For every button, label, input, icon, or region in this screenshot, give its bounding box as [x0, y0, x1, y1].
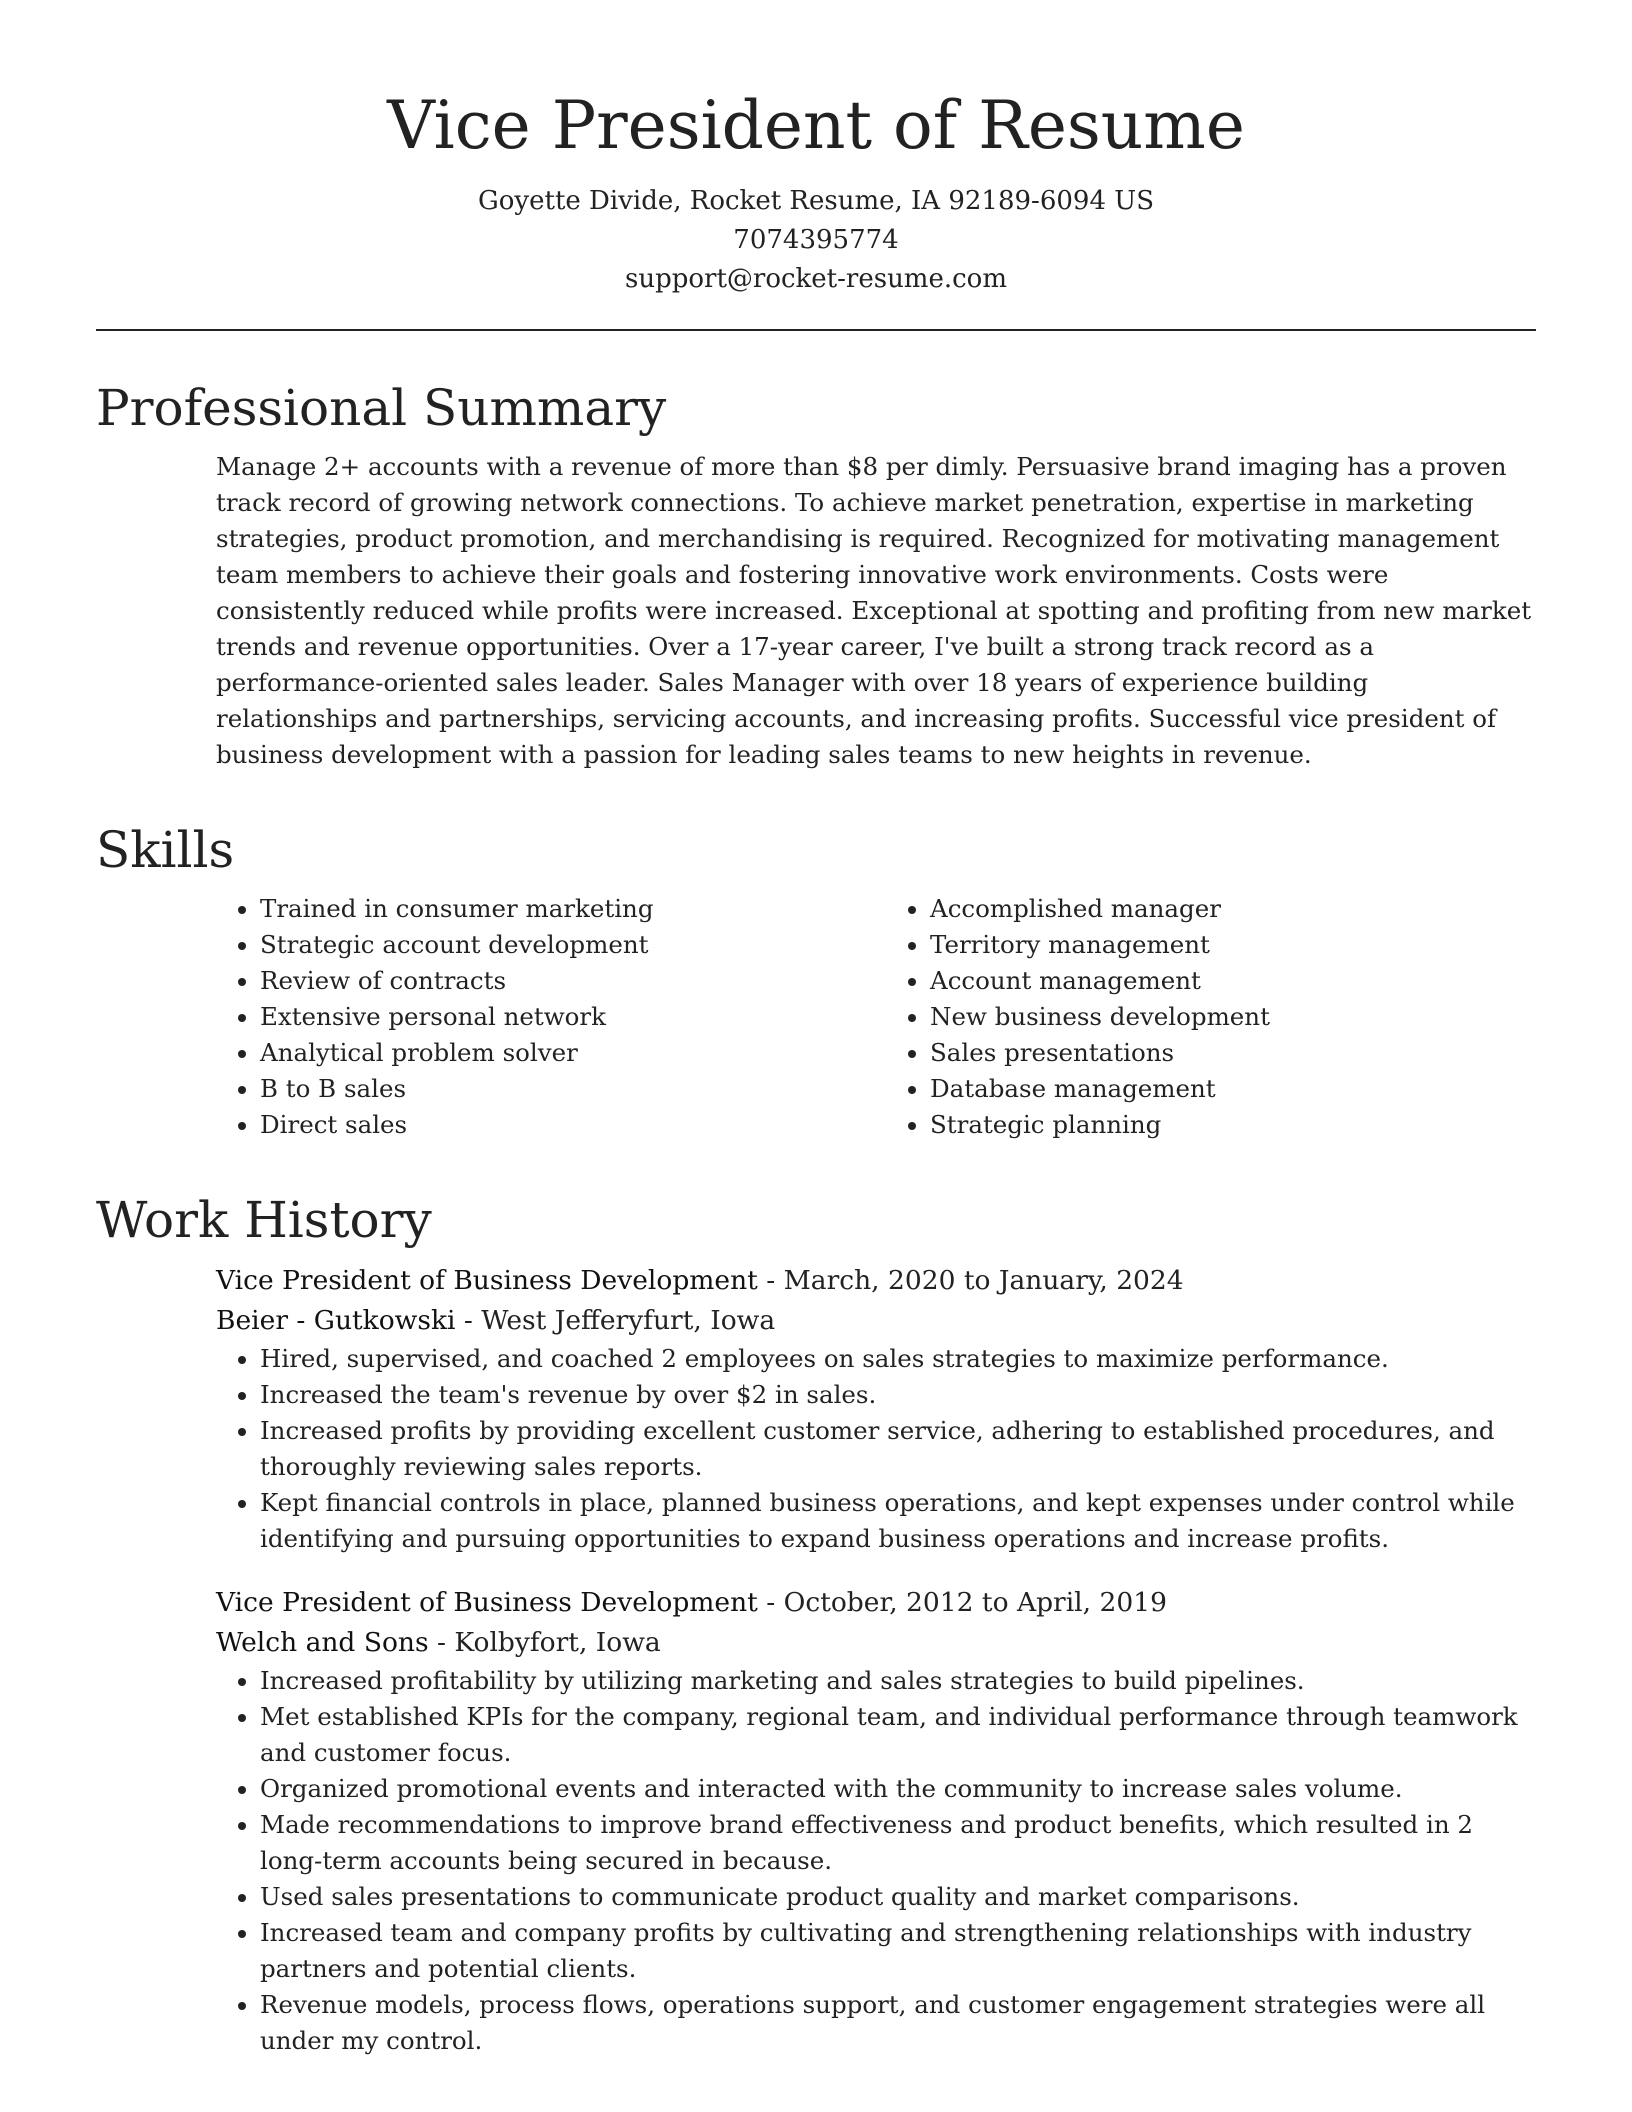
job-role: Vice President of Business Development — [216, 1265, 758, 1296]
summary-text: Manage 2+ accounts with a revenue of more than $8 per dimly. Persuasive brand imaging has a proven track record of growing network connections. To achieve market penetration, expertise in marketing strategies, product promotion, and merchandising is required. Recognized for motivating management team members to achieve their goals and fostering innovative work environments. Costs were consistently reduced while profits were increased. Exceptional at spotting and profiting from new market trends and revenue opportunities. Over a 17-year career, I've built a strong track record as a performance-oriented sales leader. Sales Manager with over 18 years of experience building relationships and partnerships, servicing accounts, and increasing profits. Successful vice president of business development with a passion for leading sales teams to new heights in revenue. — [216, 452, 1532, 769]
job-duty: • Kept financial controls in place, planned business operations, and kept expenses under control while identifying and pursuing opportunities to expand business operations and increase profits. — [260, 1485, 1536, 1557]
skill-item: • Extensive personal network — [260, 999, 866, 1035]
skill-item: • B to B sales — [260, 1071, 866, 1107]
skill-item: • Account management — [930, 963, 1536, 999]
skill-item: • Trained in consumer marketing — [260, 891, 866, 927]
job-duty: • Hired, supervised, and coached 2 employees on sales strategies to maximize performance. — [260, 1341, 1536, 1377]
job-dates: - October, 2012 to April, 2019 — [757, 1587, 1167, 1618]
job-duty: • Increased the team's revenue by over $2 in sales. — [260, 1377, 1536, 1413]
skill-item: • Sales presentations — [930, 1035, 1536, 1071]
skills-title: Skills — [96, 821, 235, 879]
skill-item: • New business development — [930, 999, 1536, 1035]
job-duty: • Met established KPIs for the company, regional team, and individual performance through teamwork and customer focus. — [260, 1699, 1536, 1771]
work-history-section — [96, 1189, 1536, 2059]
address: Goyette Divide, Rocket Resume, IA 92189-6094 US — [478, 186, 1154, 216]
job-company: Welch and Sons — [216, 1627, 429, 1658]
job-duty: • Made recommendations to improve brand effectiveness and product benefits, which resulted in 2 long-term accounts being secured in because. — [260, 1807, 1536, 1879]
job-dates: - March, 2020 to January, 2024 — [757, 1265, 1184, 1296]
job-duty: • Increased profitability by utilizing marketing and sales strategies to build pipelines. — [260, 1663, 1536, 1699]
job-duties-list — [216, 1663, 1536, 2059]
job-company-line — [216, 1623, 1536, 1663]
skill-item: • Territory management — [930, 927, 1536, 963]
skill-item: • Analytical problem solver — [260, 1035, 866, 1071]
skill-item: • Strategic planning — [930, 1107, 1536, 1143]
resume-header — [96, 0, 1536, 299]
skill-item: • Database management — [930, 1071, 1536, 1107]
job-title-line — [216, 1261, 1536, 1301]
skills-section — [96, 819, 1536, 1143]
job-location: - Kolbyfort, Iowa — [428, 1627, 661, 1658]
work-history-title: Work History — [96, 1191, 432, 1249]
skill-item: • Review of contracts — [260, 963, 866, 999]
skills-list-right — [886, 891, 1536, 1143]
job-duty: • Increased profits by providing excellent customer service, adhering to established procedures, and thoroughly reviewing sales reports. — [260, 1413, 1536, 1485]
job-role: Vice President of Business Development — [216, 1587, 758, 1618]
job-location: - West Jefferyfurt, Iowa — [455, 1305, 776, 1336]
header-divider — [96, 329, 1536, 331]
skill-item: • Accomplished manager — [930, 891, 1536, 927]
job-company-line — [216, 1301, 1536, 1341]
summary-section — [96, 377, 1536, 773]
summary-title: Professional Summary — [96, 379, 667, 437]
job-entry — [216, 1261, 1536, 1557]
job-duty: • Revenue models, process flows, operations support, and customer engagement strategies were all under my control. — [260, 1987, 1536, 2059]
job-duties-list — [216, 1341, 1536, 1557]
resume-name: Vice President of Resume — [387, 87, 1245, 164]
email: support@rocket-resume.com — [624, 264, 1007, 294]
job-duty: • Organized promotional events and interacted with the community to increase sales volume. — [260, 1771, 1536, 1807]
phone: 7074395774 — [733, 225, 899, 255]
skill-item: • Strategic account development — [260, 927, 866, 963]
job-duty: • Increased team and company profits by cultivating and strengthening relationships with industry partners and potential clients. — [260, 1915, 1536, 1987]
skills-list-left — [216, 891, 866, 1143]
job-title-line — [216, 1583, 1536, 1623]
job-duty: • Used sales presentations to communicate product quality and market comparisons. — [260, 1879, 1536, 1915]
job-entry — [216, 1583, 1536, 2059]
skill-item: • Direct sales — [260, 1107, 866, 1143]
job-company: Beier - Gutkowski — [216, 1305, 456, 1336]
